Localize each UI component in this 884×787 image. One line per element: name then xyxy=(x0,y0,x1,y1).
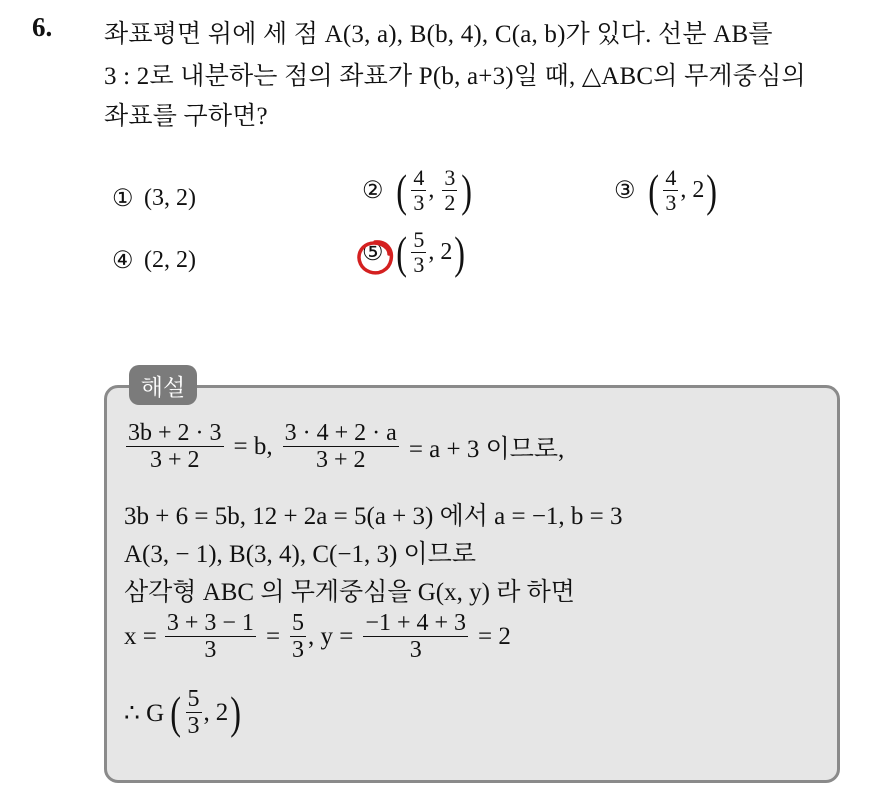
coordinate-y: 2 xyxy=(692,177,705,204)
denominator: 3 xyxy=(292,637,305,664)
denominator: 3 + 2 xyxy=(315,447,366,474)
denominator: 3 xyxy=(665,190,677,216)
denominator: 3 xyxy=(413,252,425,278)
choice-3[interactable] xyxy=(614,166,720,215)
coordinate-y: 2 xyxy=(440,239,453,266)
equation-text: ∴ G xyxy=(124,699,165,727)
numerator: 3 + 3 − 1 xyxy=(166,610,254,636)
comma: , xyxy=(203,698,210,726)
numerator: 3b + 2 · 3 xyxy=(128,420,222,446)
comma: , xyxy=(428,239,435,266)
choice-1-value: (3, 2) xyxy=(144,185,196,211)
numerator: 3 xyxy=(444,165,456,190)
equation-text: 삼각형 ABC 의 무게중심을 G(x, y) 라 하면 xyxy=(124,579,575,606)
right-paren: ) xyxy=(461,164,473,216)
numerator: 4 xyxy=(665,165,677,190)
fraction xyxy=(663,166,678,215)
solution-tag: 해설 xyxy=(129,365,197,405)
denominator: 2 xyxy=(444,190,456,216)
denominator: 3 xyxy=(187,713,200,740)
equation-text: = a + 3 이므로, xyxy=(408,435,565,463)
fraction xyxy=(442,166,457,215)
answer-circle-mark xyxy=(353,236,397,280)
comma: , xyxy=(680,177,687,204)
question-number: 6. xyxy=(32,12,53,42)
equation-text: A(3, − 1), B(3, 4), C(−1, 3) 이므로 xyxy=(124,541,477,568)
right-paren: ) xyxy=(454,226,466,278)
denominator: 3 xyxy=(204,637,217,664)
denominator: 3 xyxy=(409,637,422,664)
fraction xyxy=(283,420,399,474)
solution-line-2 xyxy=(124,496,623,532)
choice-2-marker: ② xyxy=(362,178,384,205)
numerator: 5 xyxy=(292,610,305,636)
coordinate-y: 2 xyxy=(215,698,229,726)
solution-line-5 xyxy=(124,610,519,664)
equation-text: = 2 xyxy=(478,622,511,650)
fraction xyxy=(411,166,426,215)
comma: , xyxy=(428,177,435,204)
choice-1[interactable] xyxy=(112,184,196,213)
left-paren: ( xyxy=(396,226,408,278)
numerator: 4 xyxy=(413,165,425,190)
left-paren: ( xyxy=(170,686,182,738)
equation-text: = xyxy=(265,622,281,650)
numerator: 5 xyxy=(413,227,425,252)
choice-1-marker: ① xyxy=(112,186,134,212)
solution-line-6 xyxy=(124,686,244,740)
choice-3-marker: ③ xyxy=(614,178,636,205)
fraction xyxy=(126,420,224,474)
denominator: 3 xyxy=(413,190,425,216)
fraction xyxy=(290,610,306,664)
denominator: 3 + 2 xyxy=(149,447,200,474)
choice-2[interactable] xyxy=(362,166,475,215)
choice-4[interactable] xyxy=(112,246,196,275)
question-line-3: 좌표를 구하면? xyxy=(104,103,268,130)
solution-line-4 xyxy=(124,572,575,608)
choice-4-marker: ④ xyxy=(112,248,134,274)
equation-text: x = xyxy=(124,622,157,650)
equation-text: = b, xyxy=(233,432,273,460)
numerator: 3 · 4 + 2 · a xyxy=(284,420,397,446)
question-line-1: 좌표평면 위에 세 점 A(3, a), B(b, 4), C(a, b)가 있다. 선분 AB를 xyxy=(104,21,773,48)
fraction xyxy=(363,610,468,664)
numerator: −1 + 4 + 3 xyxy=(365,610,467,636)
equation-text: 3b + 6 = 5b, 12 + 2a = 5(a + 3) 에서 a = −1, b = 3 xyxy=(124,503,623,530)
solution-line-1 xyxy=(124,420,572,474)
equation-text: , y = xyxy=(308,622,354,650)
fraction xyxy=(186,686,202,740)
numerator: 5 xyxy=(187,686,200,712)
fraction xyxy=(411,228,426,277)
choice-4-value: (2, 2) xyxy=(144,247,196,273)
fraction xyxy=(165,610,256,664)
left-paren: ( xyxy=(396,164,408,216)
choice-5-marker: ⑤ xyxy=(362,240,384,267)
left-paren: ( xyxy=(648,164,660,216)
right-paren: ) xyxy=(706,164,718,216)
question-line-2: 3 : 2로 내분하는 점의 좌표가 P(b, a+3)일 때, △ABC의 무게중심의 xyxy=(104,63,806,90)
solution-line-3 xyxy=(124,534,476,570)
right-paren: ) xyxy=(230,686,242,738)
